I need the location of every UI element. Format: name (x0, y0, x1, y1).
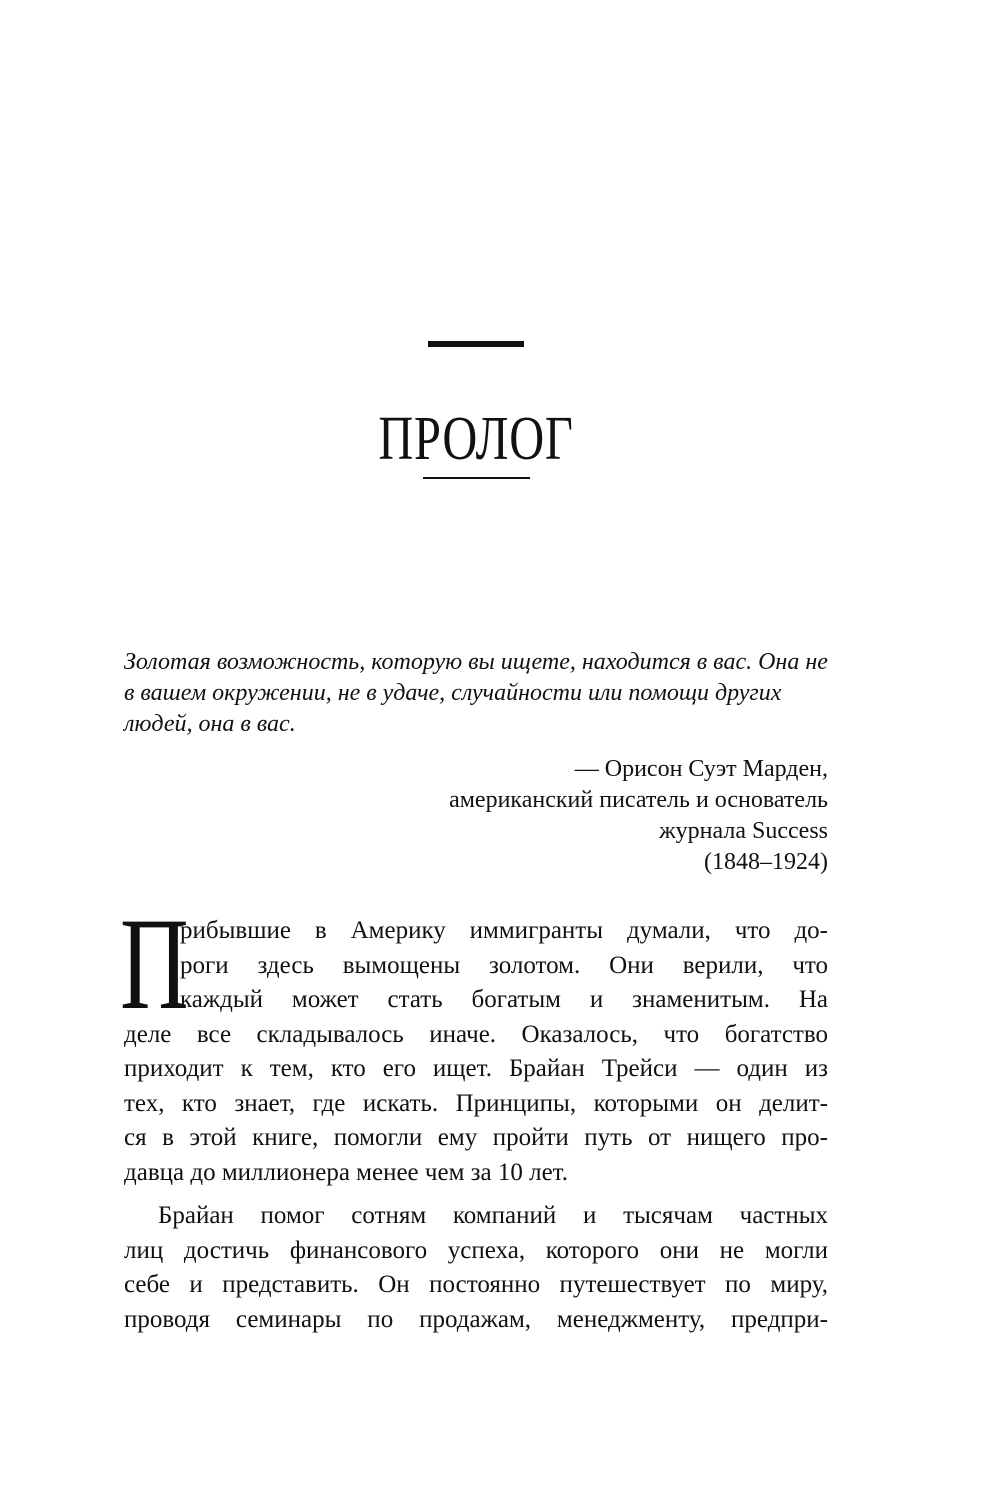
paragraph-line: тех, кто знает, где искать. Принципы, которыми он делит- (124, 1089, 828, 1117)
body-paragraph-1 (124, 914, 828, 1190)
body-paragraph-2 (124, 1199, 828, 1337)
paragraph-line: приходит к тем, кто его ищет. Брайан Трейси — один из (124, 1055, 828, 1082)
chapter-title: ПРОЛОГ (378, 405, 574, 473)
paragraph-line: деле все складывалось иначе. Оказалось, что богатство (124, 1020, 828, 1048)
paragraph-line: проводя семинары по продажам, менеджменту, предпри- (124, 1305, 828, 1333)
drop-cap: П (120, 890, 189, 1037)
chapter-title-underline (423, 477, 530, 479)
attribution-description-2: журнала Success (659, 818, 828, 844)
epigraph-quote: Золотая возможность, которую вы ищете, находится в вас. Она не в вашем окружении, не в удаче, случайности или помощи других людей, она в вас. (124, 649, 828, 737)
paragraph-line: рибывшие в Америку иммигранты думали, что до- (180, 917, 828, 944)
paragraph-line: ся в этой книге, помогли ему пройти путь от нищего про- (124, 1124, 828, 1151)
paragraph-line: давца до миллионера менее чем за 10 лет. (124, 1158, 568, 1186)
attribution-author: — Орисон Суэт Марден, (574, 756, 828, 782)
epigraph-attribution (124, 754, 828, 878)
paragraph-line: роги здесь вымощены золотом. Они верили, что (180, 951, 828, 979)
chapter-top-rule (428, 341, 524, 347)
paragraph-line: лиц достичь финансового успеха, которого они не могли (124, 1236, 828, 1264)
paragraph-line: себе и представить. Он постоянно путешествует по миру, (124, 1271, 828, 1298)
paragraph-line: Брайан помог сотням компаний и тысячам частных (158, 1202, 828, 1229)
attribution-years: (1848–1924) (704, 849, 828, 875)
attribution-description: американский писатель и основатель (449, 787, 828, 813)
paragraph-line: каждый может стать богатым и знаменитым. На (180, 986, 828, 1013)
